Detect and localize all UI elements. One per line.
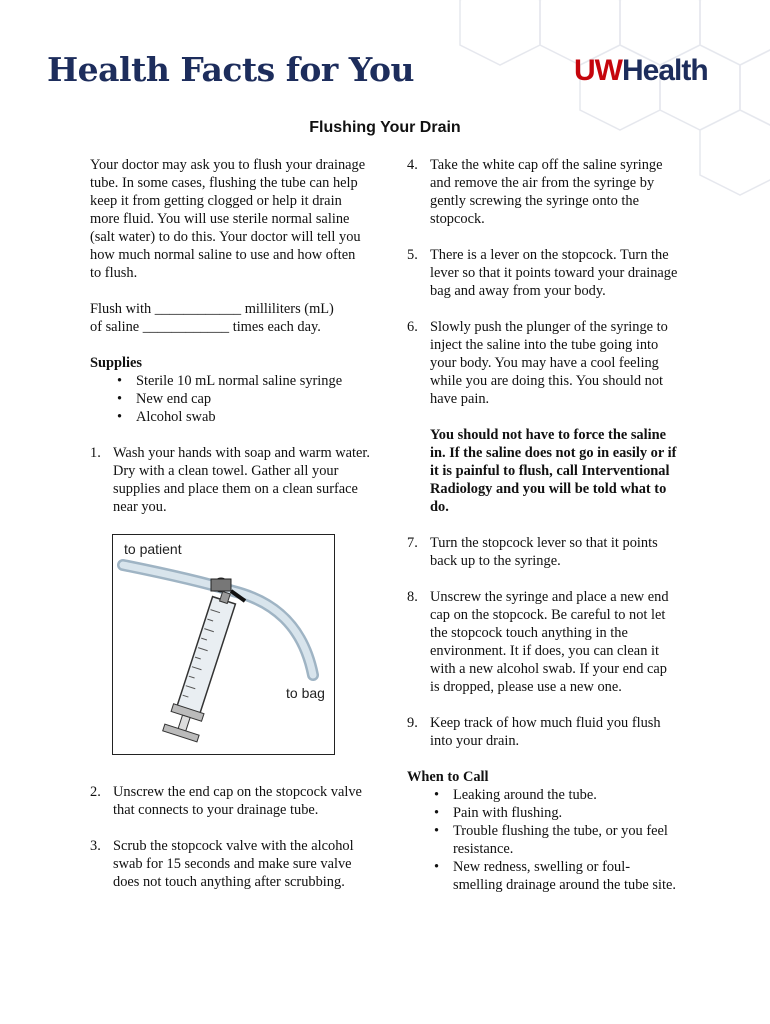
when-to-call-list	[431, 786, 679, 894]
step-1: 1. Wash your hands with soap and warm water. Dry with a clean towel. Gather all your supplies and place them on a clean surface near you.	[90, 445, 371, 515]
list-item: • New end cap	[114, 390, 370, 408]
when-to-call-heading: When to Call	[407, 769, 489, 785]
to-patient-label: to patient	[124, 541, 182, 557]
left-lower	[90, 783, 370, 891]
list-item: • Leaking around the tube.	[431, 786, 679, 804]
intro-paragraph: Your doctor may ask you to flush your drainage tube. In some cases, flushing the tube can help keep it from getting clogged or help it drain more fluid. You will use sterile normal saline (salt water) to do this. Your doctor will tell you how much normal saline to use and how often to flush.	[90, 157, 366, 281]
warning: You should not have to force the saline in. If the saline does not go in easily or if it is painful to flush, call Interventional Radiology and you will be told what to do.	[430, 427, 677, 515]
step-5: 5. There is a lever on the stopcock. Turn the lever so that it points toward your drainage bag and away from your body.	[407, 247, 678, 299]
list-item: • New redness, swelling or foul-smelling drainage around the tube site.	[431, 858, 679, 894]
list-item: • Trouble flushing the tube, or you feel resistance.	[431, 822, 679, 858]
step-7: 7. Turn the stopcock lever so that it points back up to the syringe.	[407, 535, 658, 569]
step-6: 6. Slowly push the plunger of the syringe to inject the saline into the tube going into your body. You may have a cool feeling while you are doing this. You should not have pain.	[407, 319, 668, 407]
right-column	[407, 156, 679, 894]
uwhealth-logo: UWHealth	[574, 54, 708, 87]
flush-line-1: Flush with ____________ milliliters (mL)	[90, 301, 334, 317]
step-8: 8. Unscrew the syringe and place a new end cap on the stopcock. Be careful to not let the stopcock touch anything in the environment. It if does, you can clean it with a new alcohol swab. If your end cap is dropped, please use a new one.	[407, 589, 669, 695]
step-9: 9. Keep track of how much fluid you flush into your drain.	[407, 715, 661, 749]
syringe-figure	[112, 534, 335, 755]
step-3: 3. Scrub the stopcock valve with the alcohol swab for 15 seconds and make sure valve does not touch anything after scrubbing.	[90, 838, 354, 890]
left-column	[90, 156, 370, 516]
brand-title: Health Facts for You	[47, 50, 415, 89]
step-4: 4. Take the white cap off the saline syringe and remove the air from the syringe by gently screwing the syringe onto the stopcock.	[407, 157, 663, 227]
page-title: Flushing Your Drain	[309, 119, 461, 136]
supplies-heading: Supplies	[90, 355, 142, 371]
list-item: • Alcohol swab	[114, 408, 370, 426]
supplies-list	[114, 372, 370, 426]
step-2: 2. Unscrew the end cap on the stopcock valve that connects to your drainage tube.	[90, 784, 362, 818]
flush-line-2: of saline ____________ times each day.	[90, 319, 321, 335]
list-item: • Pain with flushing.	[431, 804, 679, 822]
to-bag-label: to bag	[286, 685, 325, 701]
list-item: • Sterile 10 mL normal saline syringe	[114, 372, 370, 390]
